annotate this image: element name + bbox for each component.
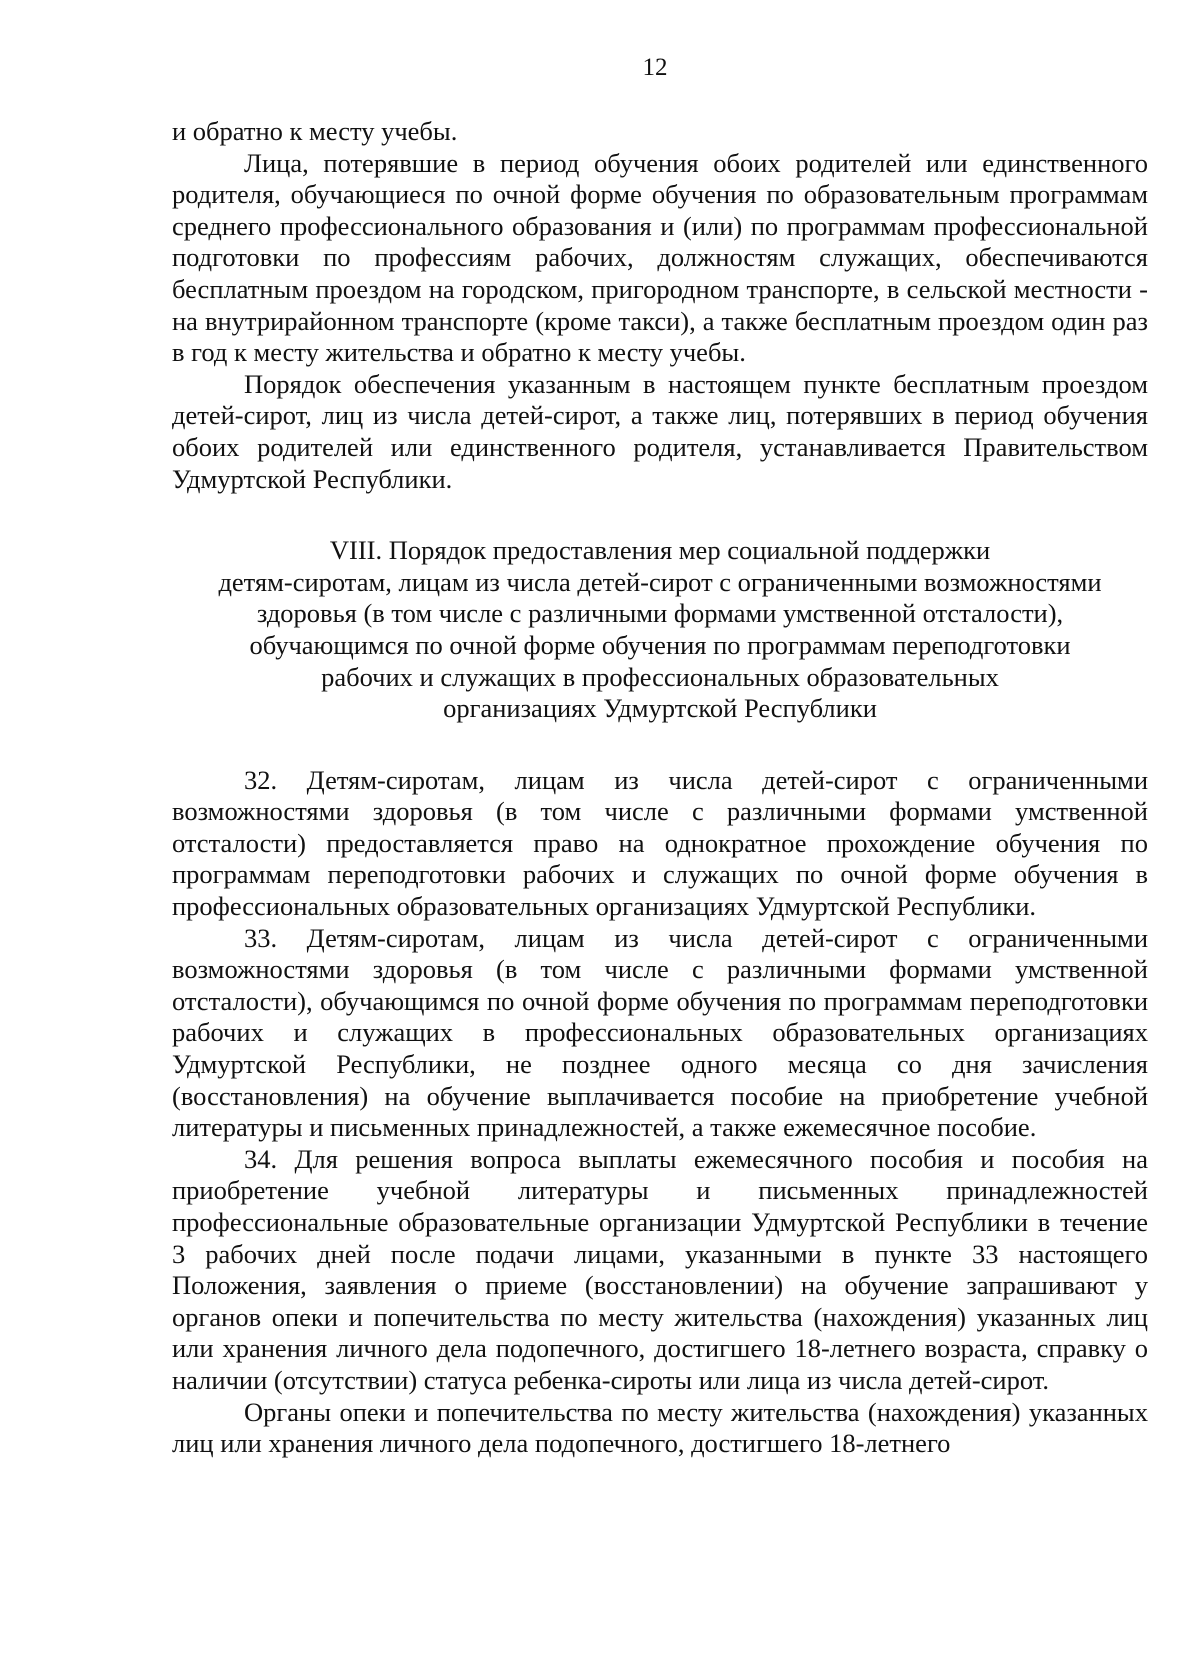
section-heading-viii	[172, 535, 1148, 725]
page-number: 12	[642, 54, 668, 81]
paragraph-item-32: 32. Детям-сиротам, лицам из числа детей-сирот с ограниченными возможностями здоровья (в том числе с различными формами умственной отсталости) предоставляется право на однократное прохождение обучения по программам переподготовки рабочих и служащих по очной форме обучения в профессиональных образовательных организациях Удмуртской Республики.	[172, 764, 1148, 922]
heading-line: обучающимся по очной форме обучения по программам переподготовки	[249, 629, 1071, 660]
paragraph-transport-procedure: Порядок обеспечения указанным в настоящем пункте бесплатным проездом детей-сирот, лиц из числа детей-сирот, а также лиц, потерявших в период обучения обоих родителей или единственного родителя, устанавливается Правительством Удмуртской Республики.	[172, 368, 1148, 494]
heading-line: здоровья (в том числе с различными формами умственной отсталости),	[256, 598, 1064, 629]
heading-line: организациях Удмуртской Республики	[443, 693, 877, 724]
paragraph-item-33: 33. Детям-сиротам, лицам из числа детей-сирот с ограниченными возможностями здоровья (в том числе с различными формами умственной отсталости), обучающимся по очной форме обучения по программам переподготовки рабочих и служащих в профессиональных образовательных организациях Удмуртской Республики, не позднее одного месяца со дня зачисления (восстановления) на обучение выплачивается пособие на приобретение учебной литературы и письменных принадлежностей, а также ежемесячное пособие.	[172, 922, 1148, 1143]
paragraph-item-34: 34. Для решения вопроса выплаты ежемесячного пособия и пособия на приобретение учебной литературы и письменных принадлежностей профессиональные образовательные организации Удмуртской Республики в течение 3 рабочих дней после подачи лицами, указанными в пункте 33 настоящего Положения, заявления о приеме (восстановлении) на обучение запрашивают у органов опеки и попечительства по месту жительства (нахождения) указанных лиц или хранения личного дела подопечного, достигшего 18-летнего возраста, справку о наличии (отсутствии) статуса ребенка-сироты или лица из числа детей-сирот.	[172, 1143, 1148, 1395]
paragraph-orphans-transport: Лица, потерявшие в период обучения обоих родителей или единственного родителя, обучающиеся по очной форме обучения по образовательным программам среднего профессионального образования и (или) по программам профессиональной подготовки по профессиям рабочих, должностям служащих, обеспечиваются бесплатным проездом на городском, пригородном транспорте, в сельской местности - на внутрирайонном транспорте (кроме такси), а также бесплатным проездом один раз в год к месту жительства и обратно к месту учебы.	[172, 147, 1148, 368]
paragraph-guardianship-authorities: Органы опеки и попечительства по месту жительства (нахождения) указанных лиц или хранения личного дела подопечного, достигшего 18-летнего	[172, 1396, 1148, 1459]
heading-line: VIII. Порядок предоставления мер социальной поддержки	[329, 535, 991, 566]
heading-line: детям-сиротам, лицам из числа детей-сирот с ограниченными возможностями	[218, 566, 1102, 597]
heading-line: рабочих и служащих в профессиональных образовательных	[321, 661, 999, 692]
paragraph-continuation: и обратно к месту учебы.	[172, 116, 458, 146]
document-body	[172, 116, 1148, 1460]
